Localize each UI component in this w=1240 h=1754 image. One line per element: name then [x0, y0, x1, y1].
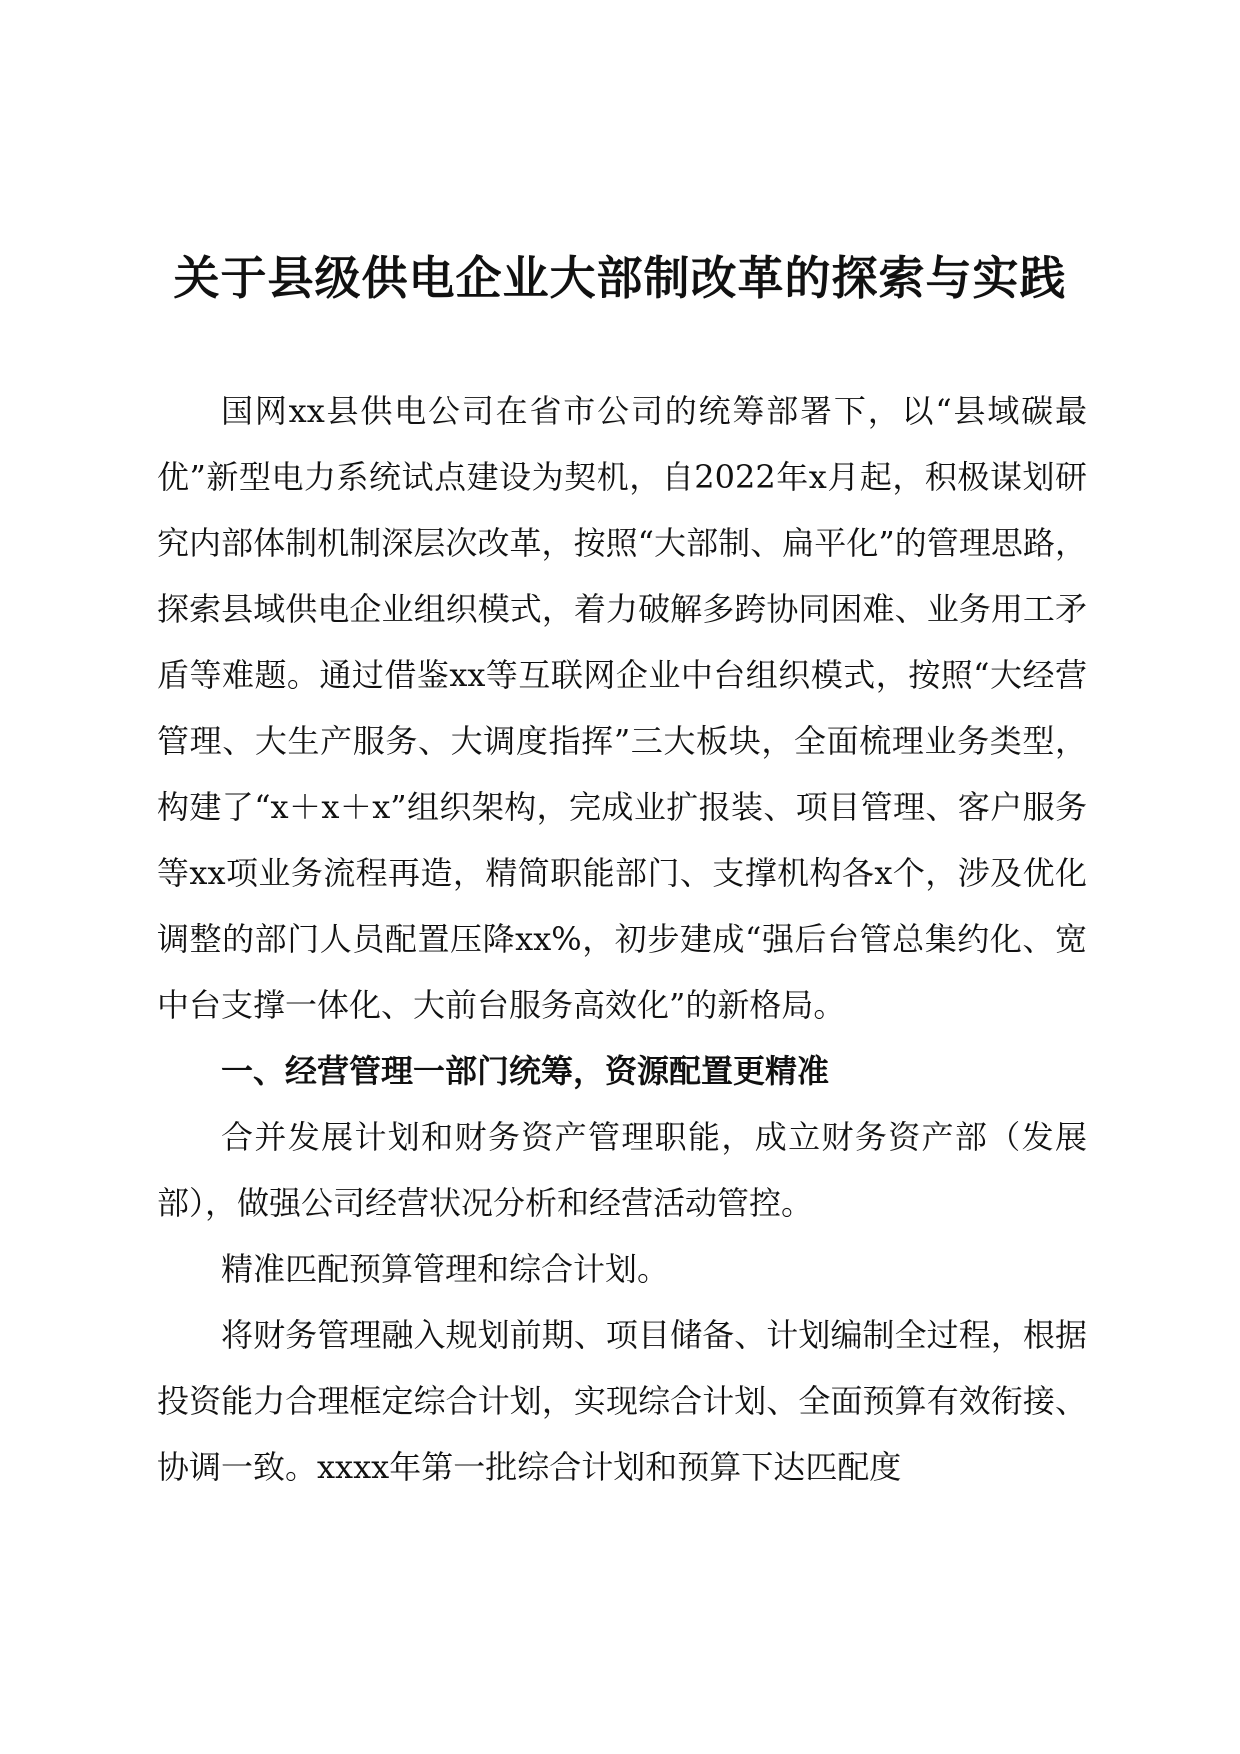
section-paragraph: 合并发展计划和财务资产管理职能，成立财务资产部（发展部），做强公司经营状况分析和经营活动管控。 — [157, 1118, 1087, 1222]
section-paragraph: 将财务管理融入规划前期、项目储备、计划编制全过程，根据投资能力合理框定综合计划，实现综合计划、全面预算有效衔接、协调一致。xxxx年第一批综合计划和预算下达匹配度 — [157, 1316, 1087, 1486]
section-paragraph: 精准匹配预算管理和综合计划。 — [221, 1250, 670, 1288]
section-heading: 一、经营管理一部门统筹，资源配置更精准 — [221, 1052, 830, 1090]
document-body — [157, 378, 1087, 1500]
intro-paragraph: 国网xx县供电公司在省市公司的统筹部署下，以“县域碳最优”新型电力系统试点建设为契机，自2022年x月起，积极谋划研究内部体制机制深层次改革，按照“大部制、扁平化”的管理思路，探索县域供电企业组织模式，着力破解多跨协同困难、业务用工矛盾等难题。通过借鉴xx等互联网企业中台组织模式，按照“大经营管理、大生产服务、大调度指挥”三大板块，全面梳理业务类型，构建了“x＋x＋x”组织架构，完成业扩报装、项目管理、客户服务等xx项业务流程再造，精简职能部门、支撑机构各x个，涉及优化调整的部门人员配置压降xx%，初步建成“强后台管总集约化、宽中台支撑一体化、大前台服务高效化”的新格局。 — [157, 392, 1087, 1024]
document-title: 关于县级供电企业大部制改革的探索与实践 — [173, 251, 1067, 305]
